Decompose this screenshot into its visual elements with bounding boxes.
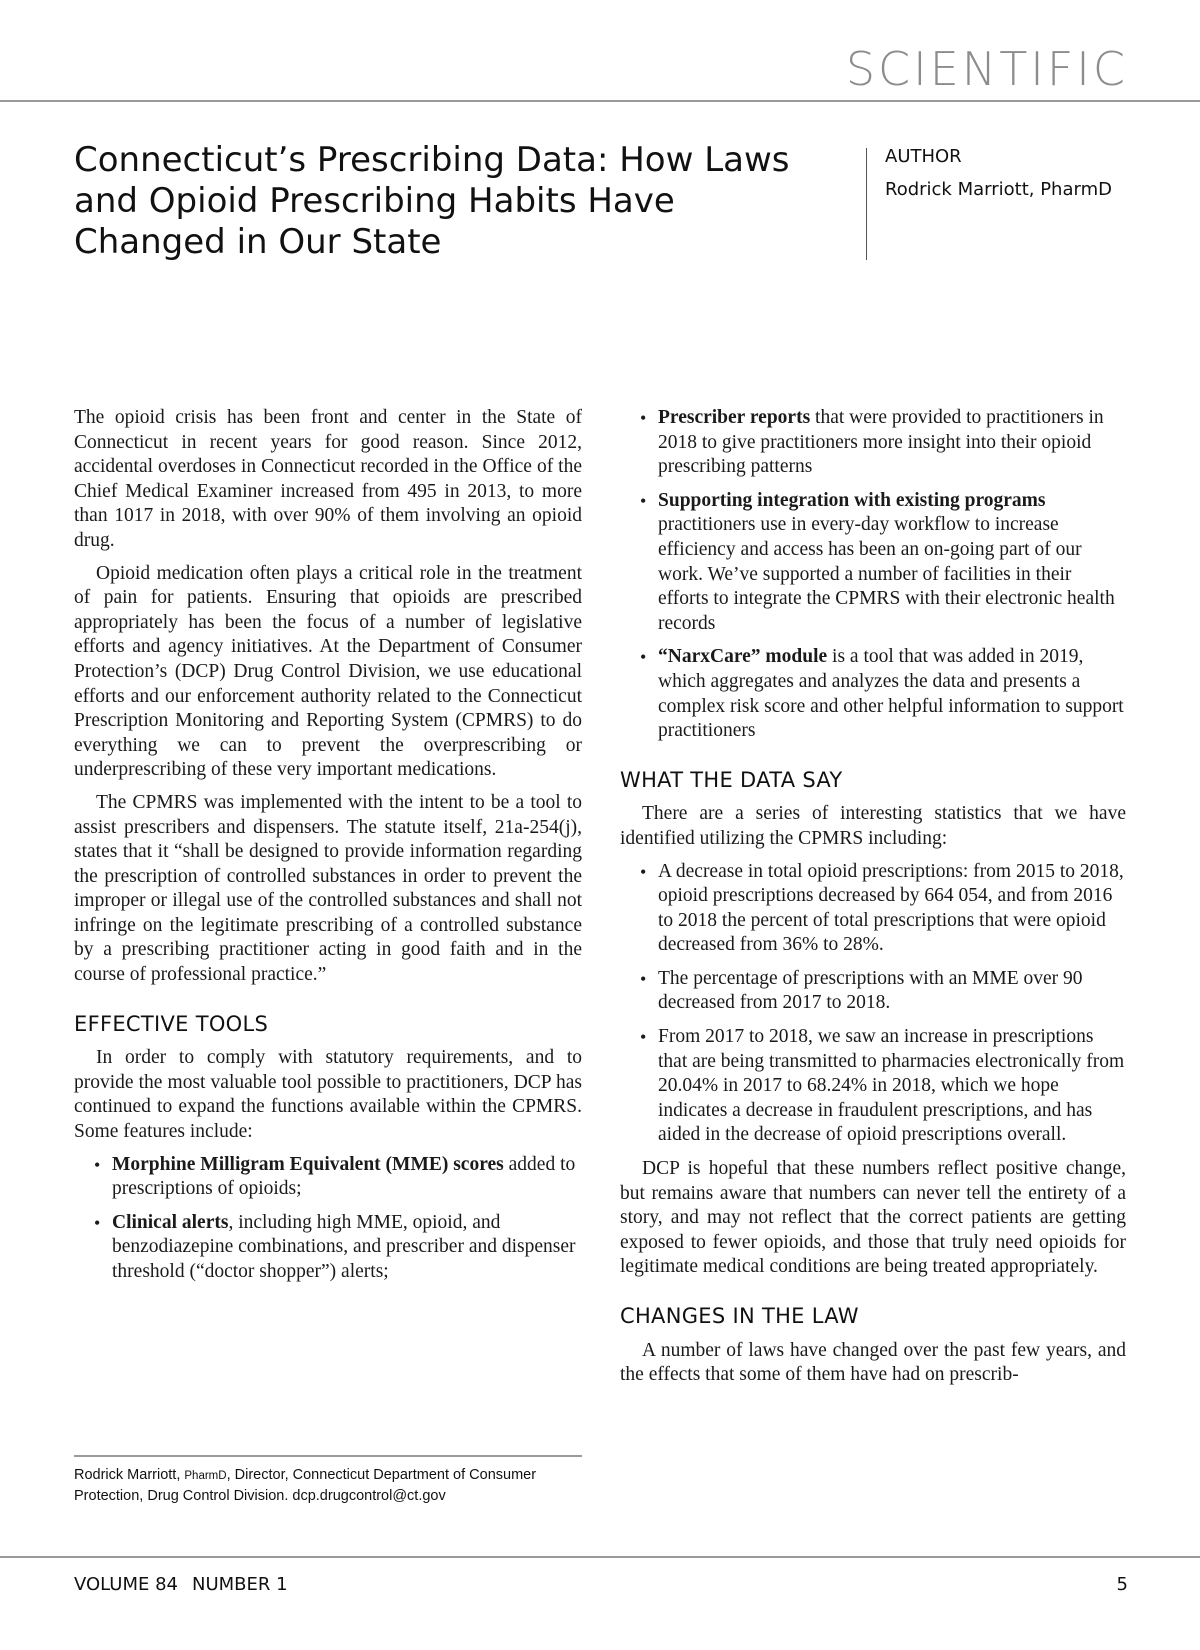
footnote-divider <box>74 1455 582 1457</box>
footer-number: NUMBER 1 <box>192 1574 288 1595</box>
tools-list <box>74 1153 582 1285</box>
data-list <box>620 860 1126 1149</box>
list-item <box>658 489 1126 637</box>
data-conclusion-paragraph: DCP is hopeful that these numbers reflect positive change, but remains aware that numbers can never tell the entirety of a story, and may not reflect that the correct patients are getting exposed to fewer opioids, and those that truly need opioids for legitimate medical conditions are being treated appropriately. <box>620 1158 1126 1278</box>
list-item-text: is a tool that was added in 2019, which aggregates and analyzes the data and presents a complex risk score and other helpful information to support practitioners <box>658 646 1124 742</box>
data-intro-paragraph: There are a series of interesting statistics that we have identified utilizing the CPMRS including: <box>620 803 1126 849</box>
heading-what-the-data-say: WHAT THE DATA SAY <box>620 767 843 792</box>
body-paragraph: Opioid medication often plays a critical role in the treatment of pain for patients. Ensuring that opioids are prescribed appropriately has been the focus of a number of legislative efforts and agency initiatives. At the Department of Consumer Protection’s (DCP) Drug Control Division, we use educational efforts and our enforcement authority related to the Connecticut Prescription Monitoring and Reporting System (CPMRS) to do everything we can to prevent the overprescribing or underprescribing of these very important medications. <box>74 562 582 781</box>
header-divider <box>0 100 1200 102</box>
heading-changes-in-the-law: CHANGES IN THE LAW <box>620 1304 859 1328</box>
heading-effective-tools: EFFECTIVE TOOLS <box>74 1011 269 1036</box>
list-item <box>658 406 1126 480</box>
list-item <box>658 645 1126 743</box>
article-title: Connecticut’s Prescribing Data: How Laws and Opioid Prescribing Habits Have Changed in Our State <box>74 140 790 262</box>
list-item-bold: Morphine Milligram Equivalent (MME) scores <box>112 1153 504 1175</box>
law-intro-paragraph: A number of laws have changed over the past few years, and the effects that some of them have had on prescrib- <box>620 1339 1126 1386</box>
right-column <box>620 406 1126 1396</box>
footnote-degree: PharmD <box>184 1470 227 1482</box>
list-item-text: that were provided to practitioners in 2018 to give practitioners more insight into their opioid prescribing patterns <box>658 407 1104 478</box>
body-paragraph: The CPMRS was implemented with the intent to be a tool to assist prescribers and dispensers. The statute itself, 21a-254(j), states that it “shall be designed to provide information regarding the prescription of controlled substances in order to prevent the improper or illegal use of the controlled substances and shall not infringe on the legitimate prescribing of a controlled substance by a prescribing practitioner acting in good faith and in the course of professional practice.” <box>74 791 582 986</box>
tools-intro-paragraph: In order to comply with statutory requirements, and to provide the most valuable tool possible to practitioners, DCP has continued to expand the functions available within the CPMRS. Some features include: <box>74 1047 582 1143</box>
list-item-bold: Supporting integration with existing programs <box>658 489 1046 511</box>
footnote-name: Rodrick Marriott, <box>74 1467 185 1483</box>
list-item-bold: “NarxCare” module <box>658 646 828 668</box>
intro-paragraph: The opioid crisis has been front and center in the State of Connecticut in recent years for good reason. Since 2012, accidental overdoses in Connecticut recorded in the Office of the Chief Medical Examiner increased from 495 in 2013, to more than 1017 in 2018, with over 90% of them involving an opioid drug. <box>74 407 582 551</box>
list-item: • From 2017 to 2018, we saw an increase in prescriptions that are being transmitted to pharmacies electronically from 20.04% in 2017 to 68.24% in 2018, which we hope indicates a decrease in fraudulent prescriptions, and has aided in the decrease of opioid prescriptions overall. <box>658 1025 1126 1148</box>
author-footnote <box>74 1465 582 1506</box>
list-item-bold: Clinical alerts <box>112 1211 229 1233</box>
list-item <box>112 1153 582 1202</box>
author-box <box>866 148 1112 260</box>
list-item-bold: Prescriber reports <box>658 407 811 428</box>
list-item-text: added to prescriptions of opioids; <box>112 1153 576 1200</box>
author-name: Rodrick Marriott, PharmD <box>885 179 1112 200</box>
page-number: 5 <box>1116 1574 1128 1595</box>
footer-divider <box>0 1556 1200 1558</box>
tools-list-continued <box>620 406 1126 744</box>
footer-issue <box>74 1574 288 1595</box>
list-item-text: practitioners use in every-day workflow to increase efficiency and access has been an on-going part of our work. We’ve supported a number of facilities in their efforts to integrate the CPMRS with their electronic health records <box>658 514 1115 634</box>
footnote-affiliation: , Director, Connecticut Department of Consumer Protection, Drug Control Division. dcp.drugcontrol@ct.gov <box>74 1467 537 1504</box>
section-label: SCIENTIFIC <box>845 42 1128 96</box>
list-item <box>112 1211 582 1285</box>
left-column <box>74 406 582 1294</box>
footer-volume: VOLUME 84 <box>74 1574 179 1595</box>
list-item-text: , including high MME, opioid, and benzodiazepine combinations, and prescriber and dispenser threshold (“doctor shopper”) alerts; <box>112 1211 576 1282</box>
author-heading: AUTHOR <box>885 146 962 167</box>
list-item: • The percentage of prescriptions with an MME over 90 decreased from 2017 to 2018. <box>658 967 1126 1016</box>
list-item: • A decrease in total opioid prescriptions: from 2015 to 2018, opioid prescriptions decreased by 664 054, and from 2016 to 2018 the percent of total prescriptions that were opioid decreased from 36% to 28%. <box>658 860 1126 958</box>
